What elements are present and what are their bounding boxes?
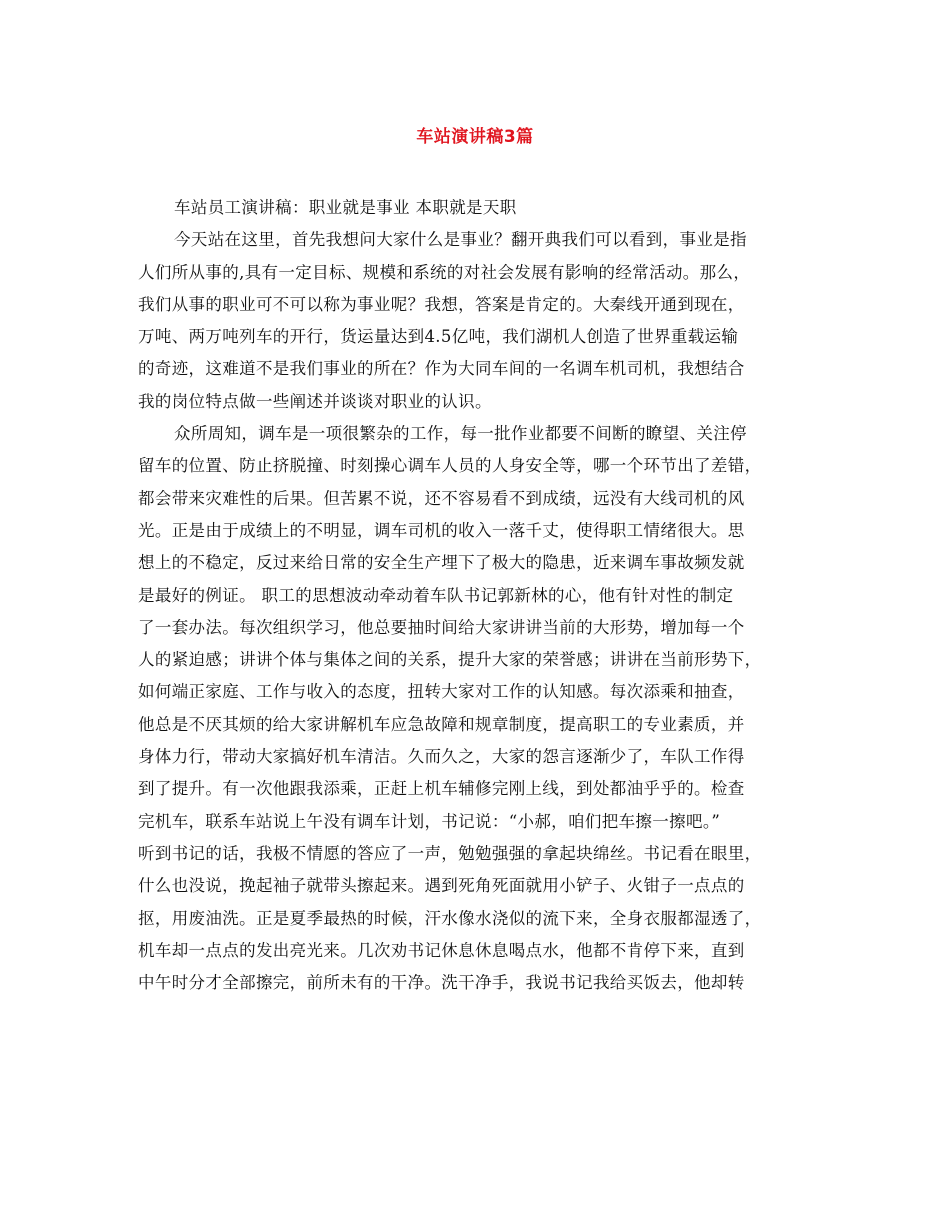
body-line: 我们从事的职业可不可以称为事业呢？我想，答案是肯定的。大秦线开通到现在， — [138, 294, 745, 314]
body-line: 光。正是由于成绩上的不明显，调车司机的收入一落千丈，使得职工情绪很大。思 — [138, 520, 745, 540]
document-body — [138, 192, 810, 999]
body-line: 什么也没说，挽起袖子就带头擦起来。遇到死角死面就用小铲子、火钳子一点点的 — [138, 876, 745, 896]
body-line: 留车的位置、防止挤脱撞、时刻操心调车人员的人身安全等，哪一个环节出了差错， — [138, 456, 762, 476]
body-line: 人的紧迫感；讲讲个体与集体之间的关系，提升大家的荣誉感；讲讲在当前形势下， — [138, 650, 762, 670]
body-line: 车站员工演讲稿：职业就是事业 本职就是天职 — [174, 198, 517, 217]
body-line: 今天站在这里，首先我想问大家什么是事业？翻开典我们可以看到，事业是指 — [174, 230, 747, 250]
body-line: 中午时分才全部擦完，前所未有的干净。洗干净手，我说书记我给买饭去，他却转 — [138, 973, 745, 993]
body-line: 听到书记的话，我极不情愿的答应了一声，勉勉强强的拿起块绵丝。书记看在眼里， — [138, 843, 762, 863]
body-line: 万吨、两万吨列车的开行，货运量达到4.5亿吨，我们湖机人创造了世界重载运输 — [138, 327, 739, 347]
body-line: 的奇迹，这难道不是我们事业的所在？作为大同车间的一名调车机司机，我想结合 — [138, 359, 745, 379]
body-line: 机车却一点点的发出亮光来。几次劝书记休息休息喝点水，他都不肯停下来，直到 — [138, 940, 745, 960]
body-line: 众所周知，调车是一项很繁杂的工作，每一批作业都要不间断的瞭望、关注停 — [174, 424, 747, 444]
body-line: 完机车，联系车站说上午没有调车计划，书记说：“小郝，咱们把车擦一擦吧。” — [138, 811, 721, 831]
body-line: 如何端正家庭、工作与收入的态度，扭转大家对工作的认知感。每次添乘和抽查， — [138, 682, 745, 702]
body-line: 到了提升。有一次他跟我添乘，正赶上机车辅修完刚上线，到处都油乎乎的。检查 — [138, 779, 745, 799]
document-title: 车站演讲稿3篇 — [416, 127, 534, 147]
body-line: 他总是不厌其烦的给大家讲解机车应急故障和规章制度，提高职工的专业素质，并 — [138, 714, 745, 734]
body-line: 抠，用废油洗。正是夏季最热的时候，汗水像水浇似的流下来，全身衣服都湿透了， — [138, 908, 762, 928]
body-line: 我的岗位特点做一些阐述并谈谈对职业的认识。 — [138, 391, 492, 411]
body-line: 都会带来灾难性的后果。但苦累不说，还不容易看不到成绩，远没有大线司机的风 — [138, 488, 745, 508]
body-line: 想上的不稳定，反过来给日常的安全生产埋下了极大的隐患，近来调车事故频发就 — [138, 553, 745, 573]
body-line: 人们所从事的,具有一定目标、规模和系统的对社会发展有影响的经常活动。那么， — [138, 262, 751, 282]
body-line: 身体力行，带动大家搞好机车清洁。久而久之，大家的怨言逐渐少了，车队工作得 — [138, 747, 745, 767]
body-line: 是最好的例证。 职工的思想波动牵动着车队书记郭新林的心，他有针对性的制定 — [138, 585, 734, 605]
body-line: 了一套办法。每次组织学习，他总要抽时间给大家讲讲当前的大形势，增加每一个 — [138, 617, 745, 637]
